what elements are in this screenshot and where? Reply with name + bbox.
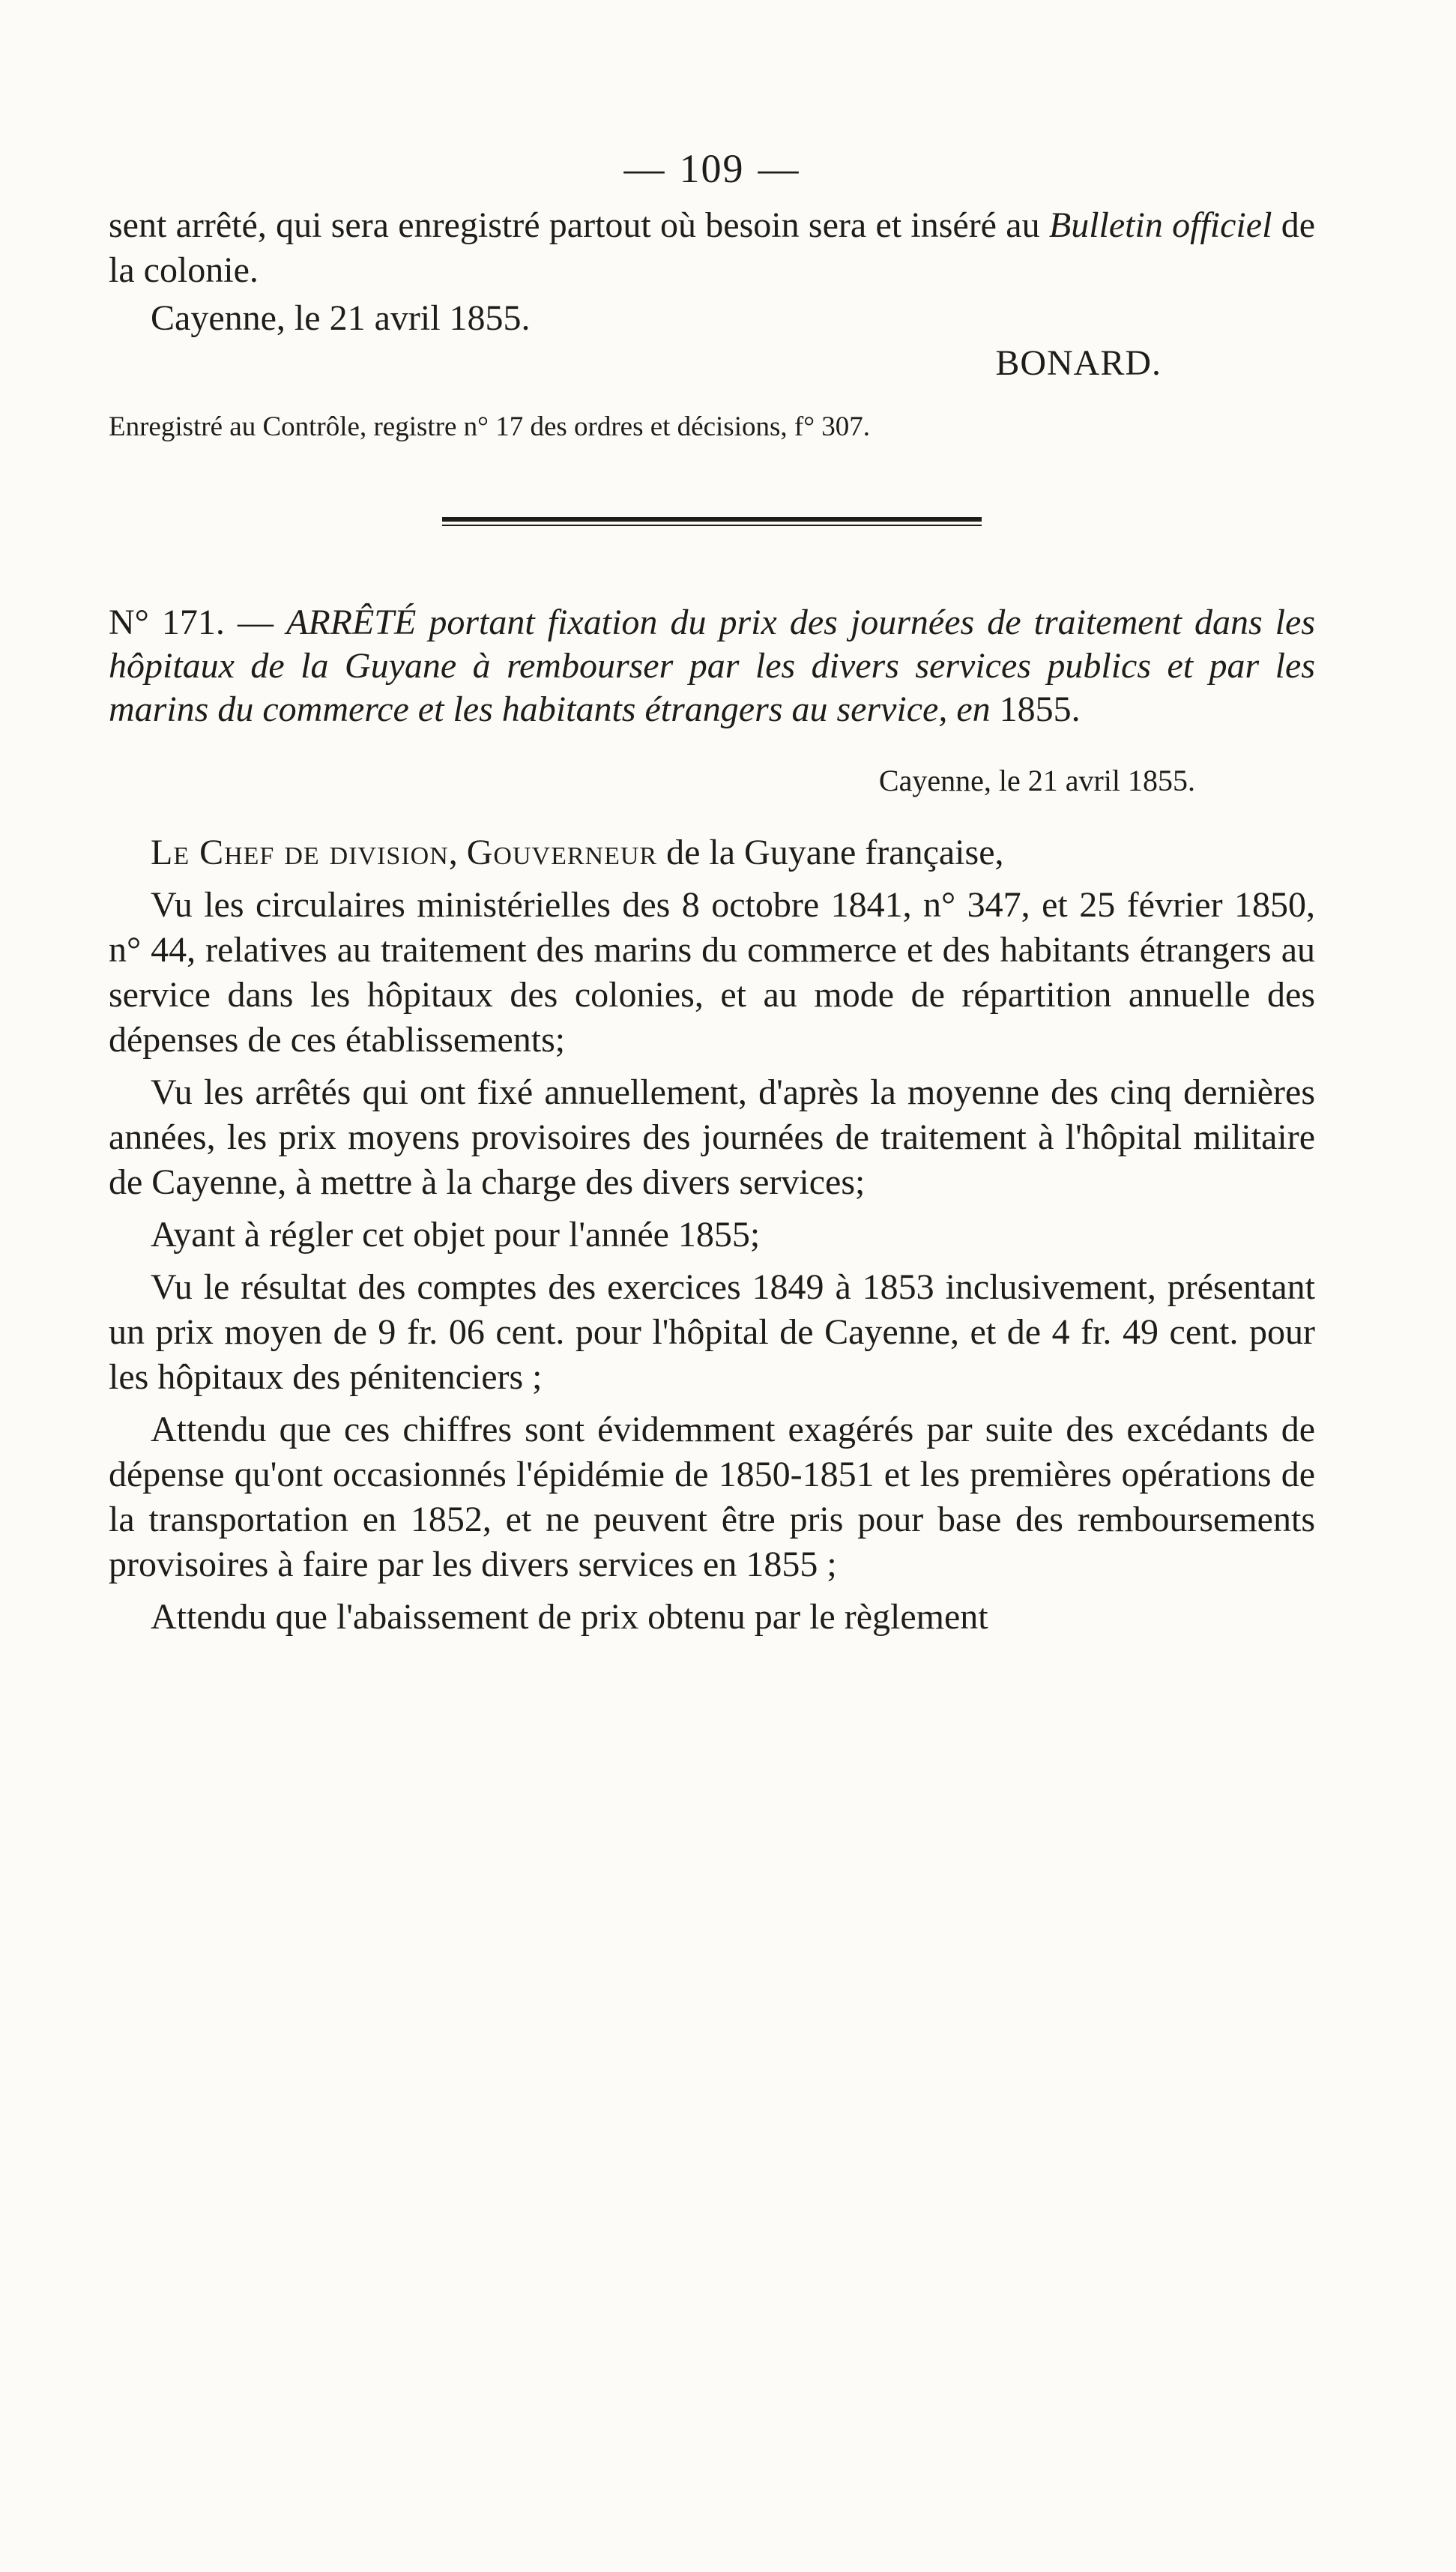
preamble-rest: de la Guyane française, [657, 833, 1004, 872]
signature: BONARD. [995, 343, 1162, 383]
registry-note: Enregistré au Contrôle, registre n° 17 des ordres et décisions, f° 307. [109, 411, 871, 442]
page-header [109, 146, 1315, 191]
arrete-title: ARRÊTÉ portant fixation du prix des journées de traitement dans les hôpitaux de la Guyane à rembourser par les divers services publics et par les marins du commerce et les habitants étrangers au service, en [109, 603, 1316, 729]
header-dash-left: — [623, 146, 666, 191]
consideration-4: Vu le résultat des comptes des exercices 1849 à 1853 inclusivement, présentant un prix moyen de 9 fr. 06 cent. pour l'hôpital de Cayenne, et de 4 fr. 49 cent. pour les hôpitaux des pénitenciers ; [109, 1267, 1315, 1397]
arrete-heading [109, 601, 1315, 731]
bulletin-title: Bulletin officiel [1048, 205, 1272, 245]
header-dash-right: — [758, 146, 800, 191]
document-page [109, 146, 1315, 1640]
place-date-2: Cayenne, le 21 avril 1855. [878, 764, 1195, 797]
consideration-5: Attendu que ces chiffres sont évidemment exagérés par suite des excédants de dépense qu'ont occasionnés l'épidémie de 1850-1851 et les premières opérations de la transportation en 1852, et ne peuvent être pris pour base des remboursements provisoires à faire par les divers services en 1855 ; [109, 1410, 1315, 1584]
page-number: 109 [679, 146, 745, 191]
intro-paragraph [109, 203, 1315, 293]
consideration-6: Attendu que l'abaissement de prix obtenu par le règlement [151, 1597, 988, 1637]
gouverneur: Gouverneur [466, 833, 658, 872]
section-divider [442, 517, 982, 526]
consideration-1: Vu les circulaires ministérielles des 8 octobre 1841, n° 347, et 25 février 1850, n° 44, relatives au traitement des marins du commerce et des habitants étrangers au service dans les hôpitaux des colonies, et au mode de répartition annuelle des dépenses de ces établissements; [109, 885, 1315, 1060]
consideration-2: Vu les arrêtés qui ont fixé annuellement, d'après la moyenne des cinq dernières années, les prix moyens provisoires des journées de traitement à l'hôpital militaire de Cayenne, à mettre à la charge des divers services; [109, 1072, 1315, 1202]
consideration-3: Ayant à régler cet objet pour l'année 1855; [151, 1215, 761, 1255]
place-date-1: Cayenne, le 21 avril 1855. [151, 298, 531, 338]
preamble [109, 830, 1315, 875]
intro-line-1: sent arrêté, qui sera enregistré partout où besoin sera et inséré [109, 205, 997, 245]
intro-line-2-suffix: de la colonie. [109, 205, 1316, 290]
arrete-number: N° 171. — [109, 603, 287, 642]
arrete-year: 1855. [990, 689, 1081, 729]
chef-de-division: Le Chef de division [151, 833, 449, 872]
preamble-comma: , [448, 833, 467, 872]
intro-line-2-prefix: au [1006, 205, 1049, 245]
